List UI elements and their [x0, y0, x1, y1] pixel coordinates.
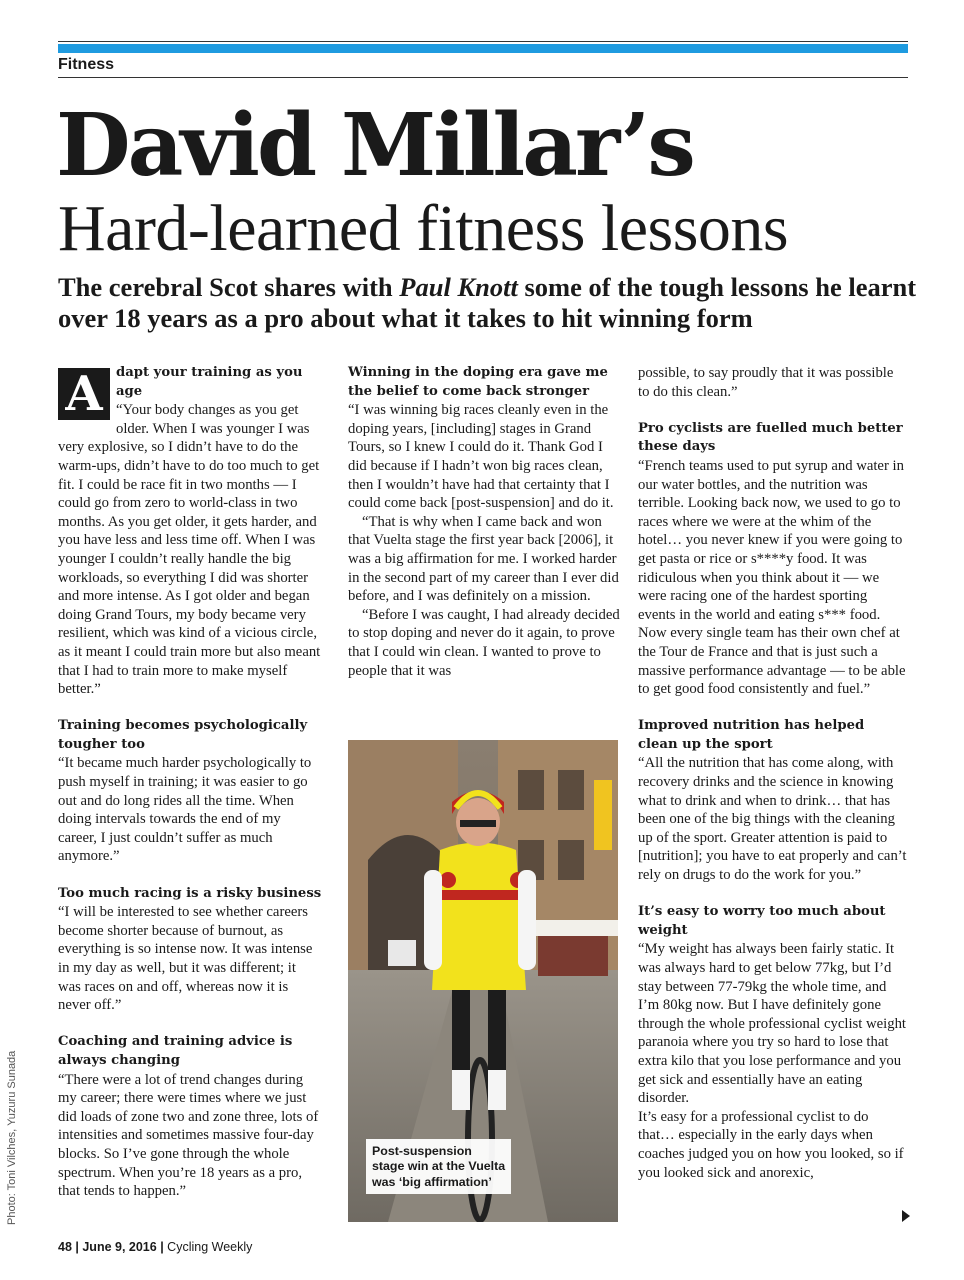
standfirst [58, 272, 918, 334]
publication-name: Cycling Weekly [167, 1240, 253, 1254]
subhead-psychology: Training becomes psychologically tougher too [58, 718, 308, 752]
column-1 [58, 364, 322, 1201]
para-doping-2: “That is why when I came back and won that Vuelta stage the first year back [2006], it was a big affirmation for me. I worked harder in the second part of my career than I ever did before, and I was definitely on a mission. [348, 513, 619, 605]
subhead-coaching: Coaching and training advice is always changing [58, 1034, 293, 1068]
headline: David Millar’s [56, 95, 693, 196]
footer-sep-2: | [156, 1240, 168, 1254]
subhead-adapt: dapt your training as you age [116, 365, 303, 399]
subhead-doping: Winning in the doping era gave me the belief to come back stronger [348, 365, 608, 399]
para-racing: “I will be interested to see whether careers become shorter because of burnout, as everything is so intense now. It was intense in my day as well, but it was different; it was races on and off, whereas now it is never off.” [58, 904, 313, 1014]
para-coaching: “There were a lot of trend changes during my career; there were times where we just did loads of zone two and zone three, lots of intensities and sometimes massive four-day blocks. So I’ve gone through the whole spectrum. When you’re 18 years as a pro, that tends to happen.” [58, 1071, 319, 1200]
caption-line: Post-suspension [372, 1143, 472, 1158]
section-rule [58, 77, 908, 78]
photo-caption [366, 1139, 511, 1195]
top-rule [58, 41, 908, 42]
footer-sep: | [71, 1240, 83, 1254]
cyclist-photo [348, 740, 618, 1222]
subheadline: Hard-learned fitness lessons [58, 192, 789, 265]
subhead-racing: Too much racing is a risky business [58, 885, 322, 901]
para-adapt: “Your body changes as you get older. When I was younger I was very explosive, so I didn’t have to do the warm-ups, didn’t have to do too much to get fit. I could be race fit in two months — I could go from zero to world-class in two months. As you get older, it gets harder, and you have less and less time off. When I was younger I couldn’t really handle the big workloads, so everything I did was shorter and more intense. As I got older and began doing Grand Tours, my body became very resilient, which was kind of a vicious circle, as it meant I could train more but also meant that I had to train more to make myself better.” [58, 402, 321, 698]
para-weight-2: It’s easy for a professional cyclist to do that… especially in the early days when coaches judged you on how you looked, so if you looked sick and anorexic, [638, 1108, 904, 1181]
column-2 [348, 364, 620, 680]
footer [58, 1240, 252, 1254]
para-doping-1: “I was winning big races cleanly even in the doping years, [including] stages in Grand Tours, so I knew I could do it. Thank God I did because if I hadn’t won big races clean, then I wouldn’t have had that certainty that I could come back [post-suspension] and do it. [348, 402, 614, 512]
para-weight-1: “My weight has always been fairly static. It was always hard to get below 77kg, but I’d stay between 77-79kg the whole time, and I’m 80kg now. But I have definitely gone through the whole professional cyclist weight paranoia where you try so hard to lose that extra kilo that you lose performance and you get sick and essentially have an eating disorder. [638, 941, 906, 1107]
standfirst-text: The cerebral Scot shares with [58, 272, 400, 302]
standfirst-text-end: some of the tough lessons he learnt over 18 years as a pro about what it takes to hit winning form [58, 272, 917, 333]
subhead-clean: Improved nutrition has helped clean up the sport [638, 718, 865, 752]
author-name: Paul Knott [399, 272, 518, 302]
para-fuel: “French teams used to put syrup and water in our water bottles, and the nutrition was terrible. Looking back now, we used to go to races where we were at the whim of the hotel… you never knew if you were going to get pasta or rice or s****y food. It was ridiculous when you think about it — we were racing one of the hardest sporting events in the world and eating s*** food. Now every single team has their own chef at the Tour de France and that is just such a massive performance advantage — to be able to get good food consistently and fuel.” [638, 457, 906, 698]
page-number: 48 [58, 1240, 72, 1254]
caption-line: stage win at the Vuelta [372, 1159, 506, 1173]
para-doping-3: “Before I was caught, I had already decided to stop doping and never do it again, to prove that I could win clean. I wanted to prove to people that it was [348, 606, 620, 679]
para-clean: “All the nutrition that has come along, with recovery drinks and the science in knowing what to drink and when to drink… that has been one of the big things with the cleaning up of the sport. Greater attention is paid to [nutrition]; you have to eat properly and can’t rely on drugs to do the work for you.” [638, 755, 907, 884]
photo-credit: Photo: Toni Vilches, Yuzuru Sunada [6, 1050, 18, 1225]
section-label: Fitness [58, 56, 115, 73]
drop-cap: A [58, 368, 110, 420]
para-continued: possible, to say proudly that it was possible to do this clean.” [638, 365, 894, 400]
continue-arrow-icon [902, 1210, 910, 1222]
subhead-fuel: Pro cyclists are fuelled much better these days [638, 420, 903, 455]
issue-date: June 9, 2016 [82, 1240, 157, 1254]
column-3 [638, 364, 908, 1182]
caption-line: was ‘big affirmation’ [372, 1174, 492, 1189]
subhead-weight: It’s easy to worry too much about weight [638, 904, 886, 938]
para-psychology: “It became much harder psychologically to push myself in training; it was easier to go out and do long rides all the time. When doing intervals towards the end of my career, I just couldn’t suffer as much anymore.” [58, 755, 312, 865]
accent-bar [58, 44, 908, 53]
